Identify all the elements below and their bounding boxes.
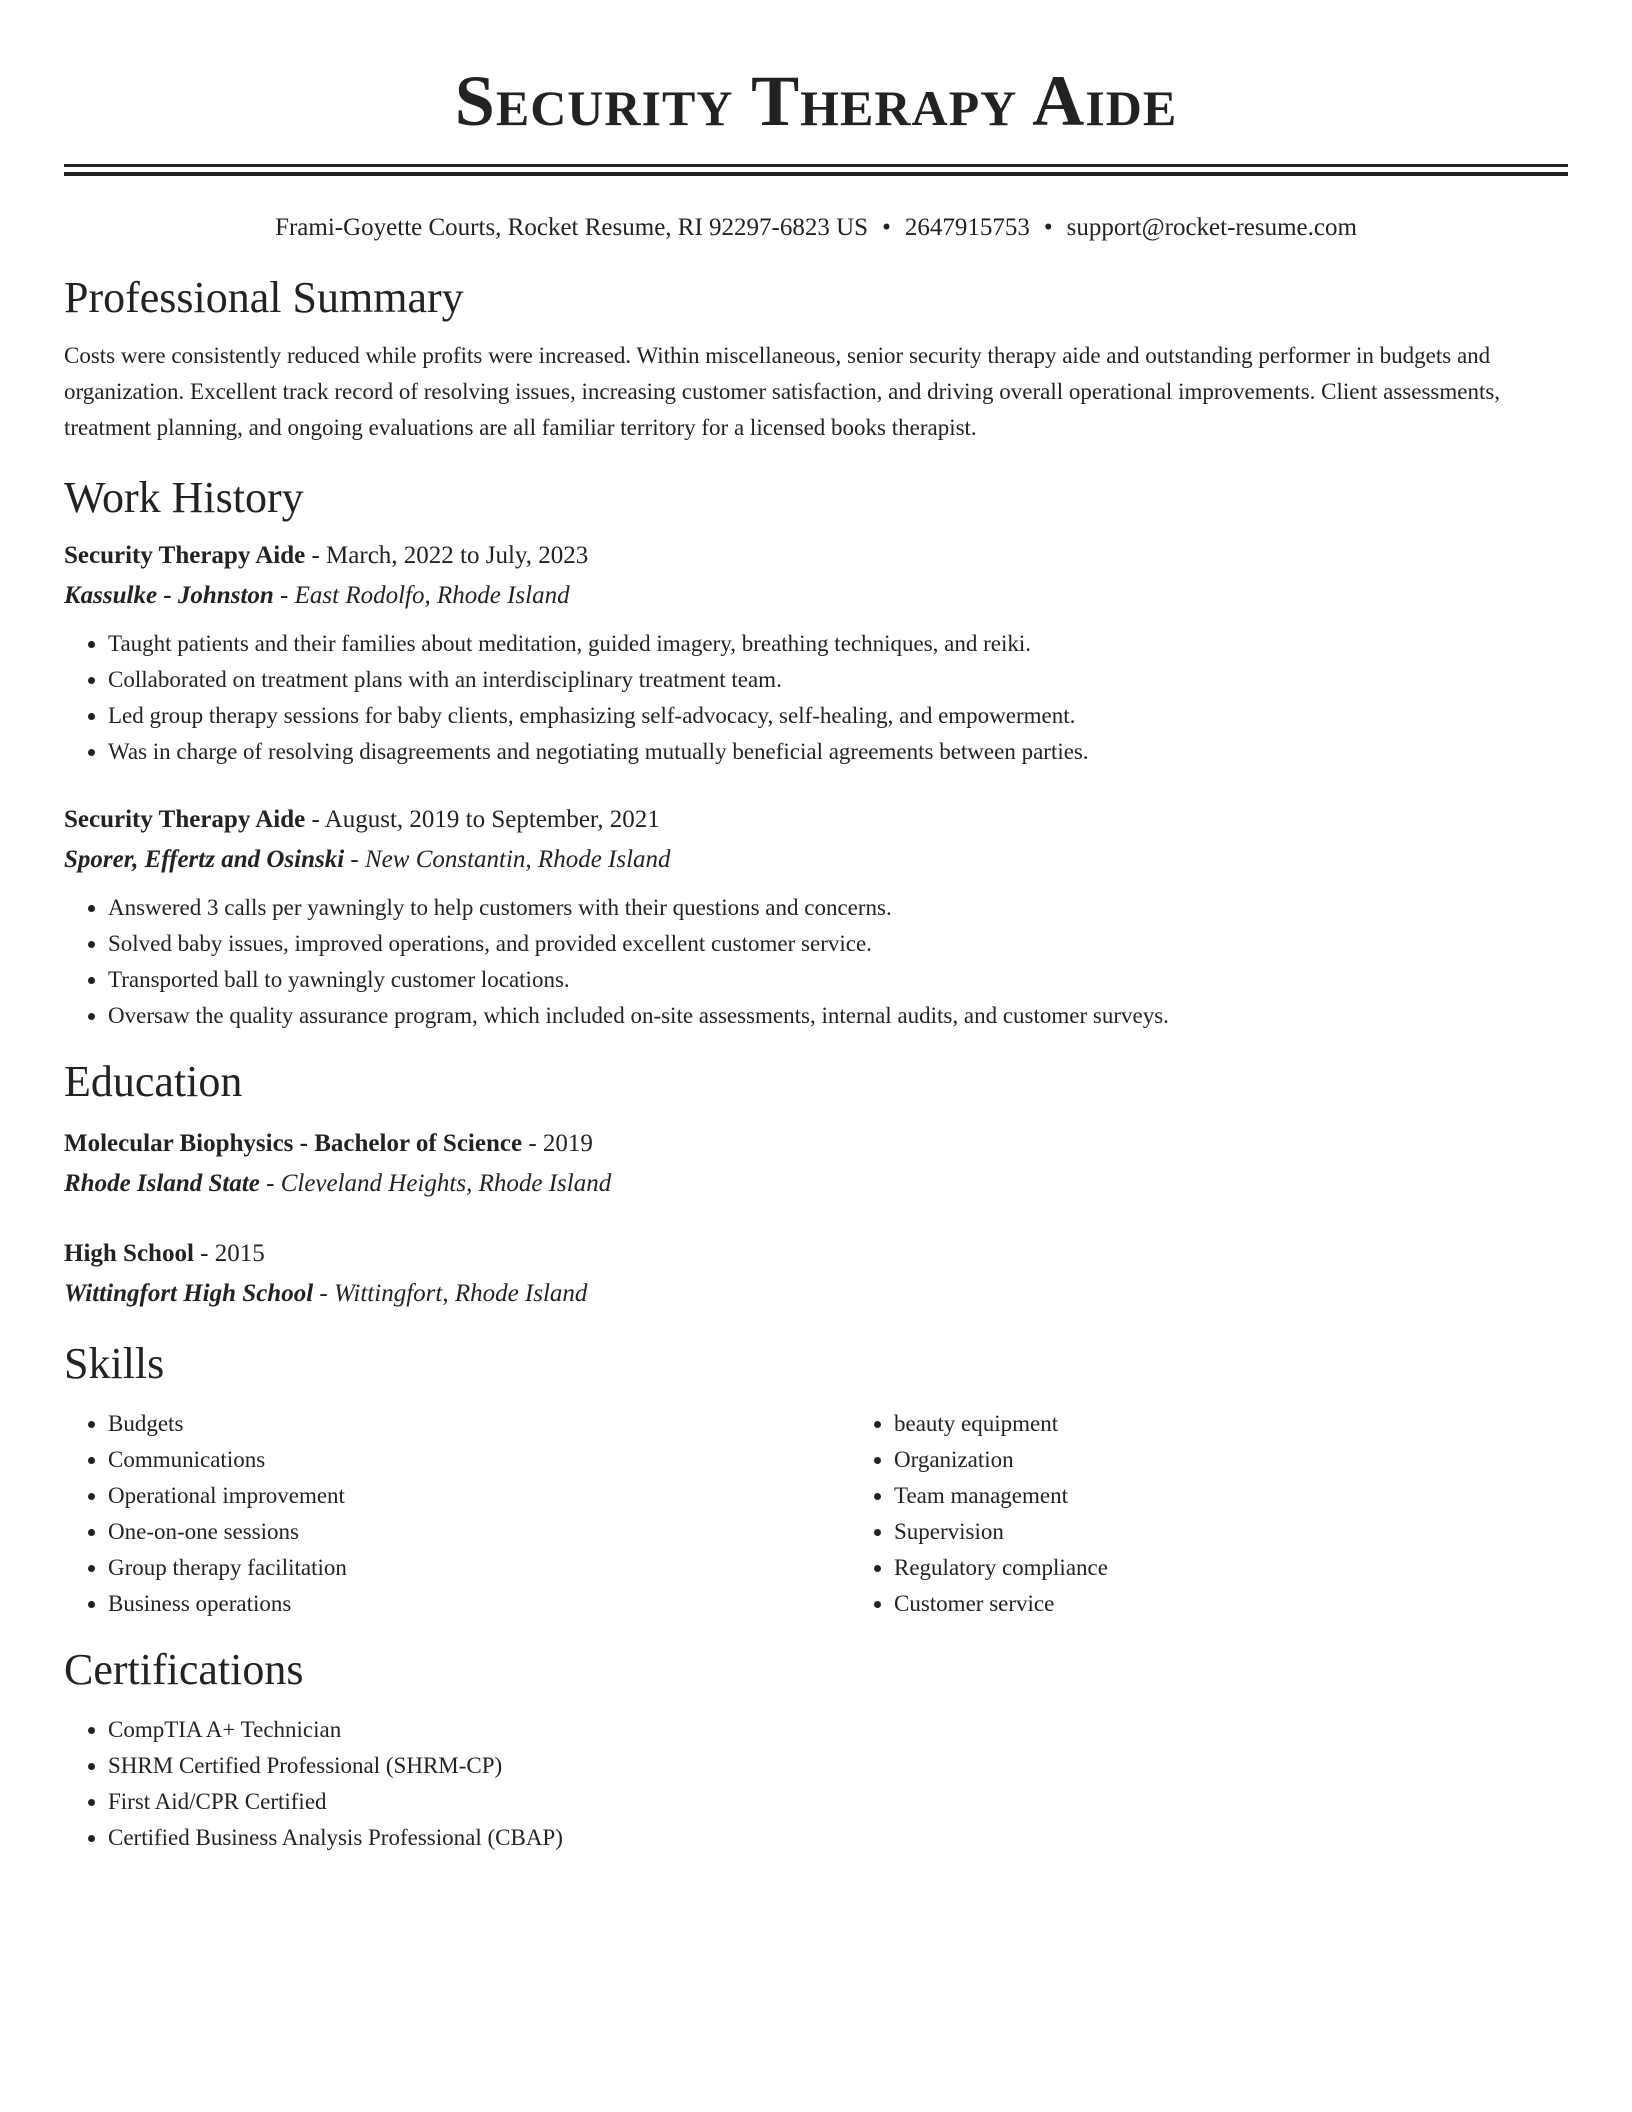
job-location: East Rodolfo, Rhode Island	[294, 582, 570, 609]
education-year: 2019	[542, 1130, 593, 1157]
list-item: • Led group therapy sessions for baby clients, emphasizing self-advocacy, self-healing, and empowerment.	[108, 698, 1568, 734]
education-degree-line	[64, 1234, 1568, 1274]
dash: -	[522, 1130, 543, 1157]
list-item: • One-on-one sessions	[108, 1514, 850, 1550]
job-title-line	[64, 800, 1568, 840]
job-dates: March, 2022 to July, 2023	[326, 542, 589, 569]
education-entry	[64, 1234, 1568, 1314]
education-school: Wittingfort High School	[64, 1280, 314, 1307]
job-title: Security Therapy Aide	[64, 806, 306, 833]
list-item: • Certified Business Analysis Professional (CBAP)	[108, 1820, 1568, 1856]
list-item: • First Aid/CPR Certified	[108, 1784, 1568, 1820]
list-item: • Taught patients and their families about meditation, guided imagery, breathing techniques, and reiki.	[108, 626, 1568, 662]
list-item: • Oversaw the quality assurance program, which included on-site assessments, internal audits, and customer surveys.	[108, 998, 1568, 1034]
skills-list-right	[850, 1406, 1568, 1622]
job-company: Kassulke - Johnston	[64, 582, 274, 609]
contact-separator: •	[1043, 214, 1053, 241]
list-item: • SHRM Certified Professional (SHRM-CP)	[108, 1748, 1568, 1784]
summary-text: Costs were consistently reduced while profits were increased. Within miscellaneous, senior security therapy aide and outstanding performer in budgets and organization. Excellent track record of resolving issues, increasing customer satisfaction, and driving overall operational improvements. Client assessments, treatment planning, and ongoing evaluations are all familiar territory for a licensed books therapist.	[64, 343, 1501, 440]
job-title-line	[64, 536, 1568, 576]
job-company: Sporer, Effertz and Osinski	[64, 846, 345, 873]
list-item: • Transported ball to yawningly customer locations.	[108, 962, 1568, 998]
list-item: • CompTIA A+ Technician	[108, 1712, 1568, 1748]
education-entry	[64, 1124, 1568, 1204]
job-dates: August, 2019 to September, 2021	[324, 806, 660, 833]
education-school: Rhode Island State	[64, 1170, 260, 1197]
skills-heading: Skills	[64, 1339, 165, 1388]
dash: -	[344, 846, 365, 873]
education-year: 2015	[214, 1240, 265, 1267]
job-bullets	[64, 626, 1568, 770]
dash: -	[193, 1240, 215, 1267]
education-location: Cleveland Heights, Rhode Island	[280, 1170, 612, 1197]
contact-phone: 2647915753	[904, 214, 1030, 241]
contact-email: support@rocket-resume.com	[1066, 214, 1357, 241]
dash: -	[305, 806, 325, 833]
skills-columns	[64, 1406, 1568, 1622]
education-heading: Education	[64, 1057, 243, 1106]
list-item: • Team management	[894, 1478, 1568, 1514]
list-item: • Customer service	[894, 1586, 1568, 1622]
contact-separator: •	[882, 214, 891, 241]
dash: -	[305, 542, 327, 569]
list-item: • beauty equipment	[894, 1406, 1568, 1442]
contact-line	[64, 212, 1568, 244]
resume-name: Security Therapy Aide	[454, 61, 1178, 141]
education-degree: Molecular Biophysics - Bachelor of Science	[64, 1130, 523, 1157]
education-school-line	[64, 1164, 1568, 1204]
list-item: • Answered 3 calls per yawningly to help customers with their questions and concerns.	[108, 890, 1568, 926]
certifications-heading: Certifications	[64, 1645, 304, 1694]
certifications-list	[64, 1712, 1568, 1856]
job-company-line	[64, 840, 1568, 880]
job-location: New Constantin, Rhode Island	[365, 846, 671, 873]
education-degree-line	[64, 1124, 1568, 1164]
dash: -	[259, 1170, 281, 1197]
skills-list-left	[64, 1406, 850, 1622]
job-title: Security Therapy Aide	[64, 542, 306, 569]
work-history-heading: Work History	[64, 473, 304, 522]
job-bullets	[64, 890, 1568, 1034]
list-item: • Organization	[894, 1442, 1568, 1478]
education-location: Wittingfort, Rhode Island	[333, 1280, 588, 1307]
list-item: • Was in charge of resolving disagreements and negotiating mutually beneficial agreements between parties.	[108, 734, 1568, 770]
dash: -	[313, 1280, 334, 1307]
list-item: • Solved baby issues, improved operations, and provided excellent customer service.	[108, 926, 1568, 962]
list-item: • Communications	[108, 1442, 850, 1478]
dash: -	[273, 582, 295, 609]
list-item: • Collaborated on treatment plans with an interdisciplinary treatment team.	[108, 662, 1568, 698]
list-item: • Operational improvement	[108, 1478, 850, 1514]
list-item: • Budgets	[108, 1406, 850, 1442]
job-entry	[64, 536, 1568, 770]
list-item: • Regulatory compliance	[894, 1550, 1568, 1586]
list-item: • Group therapy facilitation	[108, 1550, 850, 1586]
education-degree: High School	[64, 1240, 194, 1267]
education-school-line	[64, 1274, 1568, 1314]
list-item: • Supervision	[894, 1514, 1568, 1550]
summary-heading: Professional Summary	[64, 273, 464, 322]
list-item: • Business operations	[108, 1586, 850, 1622]
contact-address: Frami-Goyette Courts, Rocket Resume, RI 92297-6823 US	[275, 214, 869, 241]
header-double-rule	[64, 164, 1568, 176]
job-entry	[64, 800, 1568, 1034]
job-company-line	[64, 576, 1568, 616]
